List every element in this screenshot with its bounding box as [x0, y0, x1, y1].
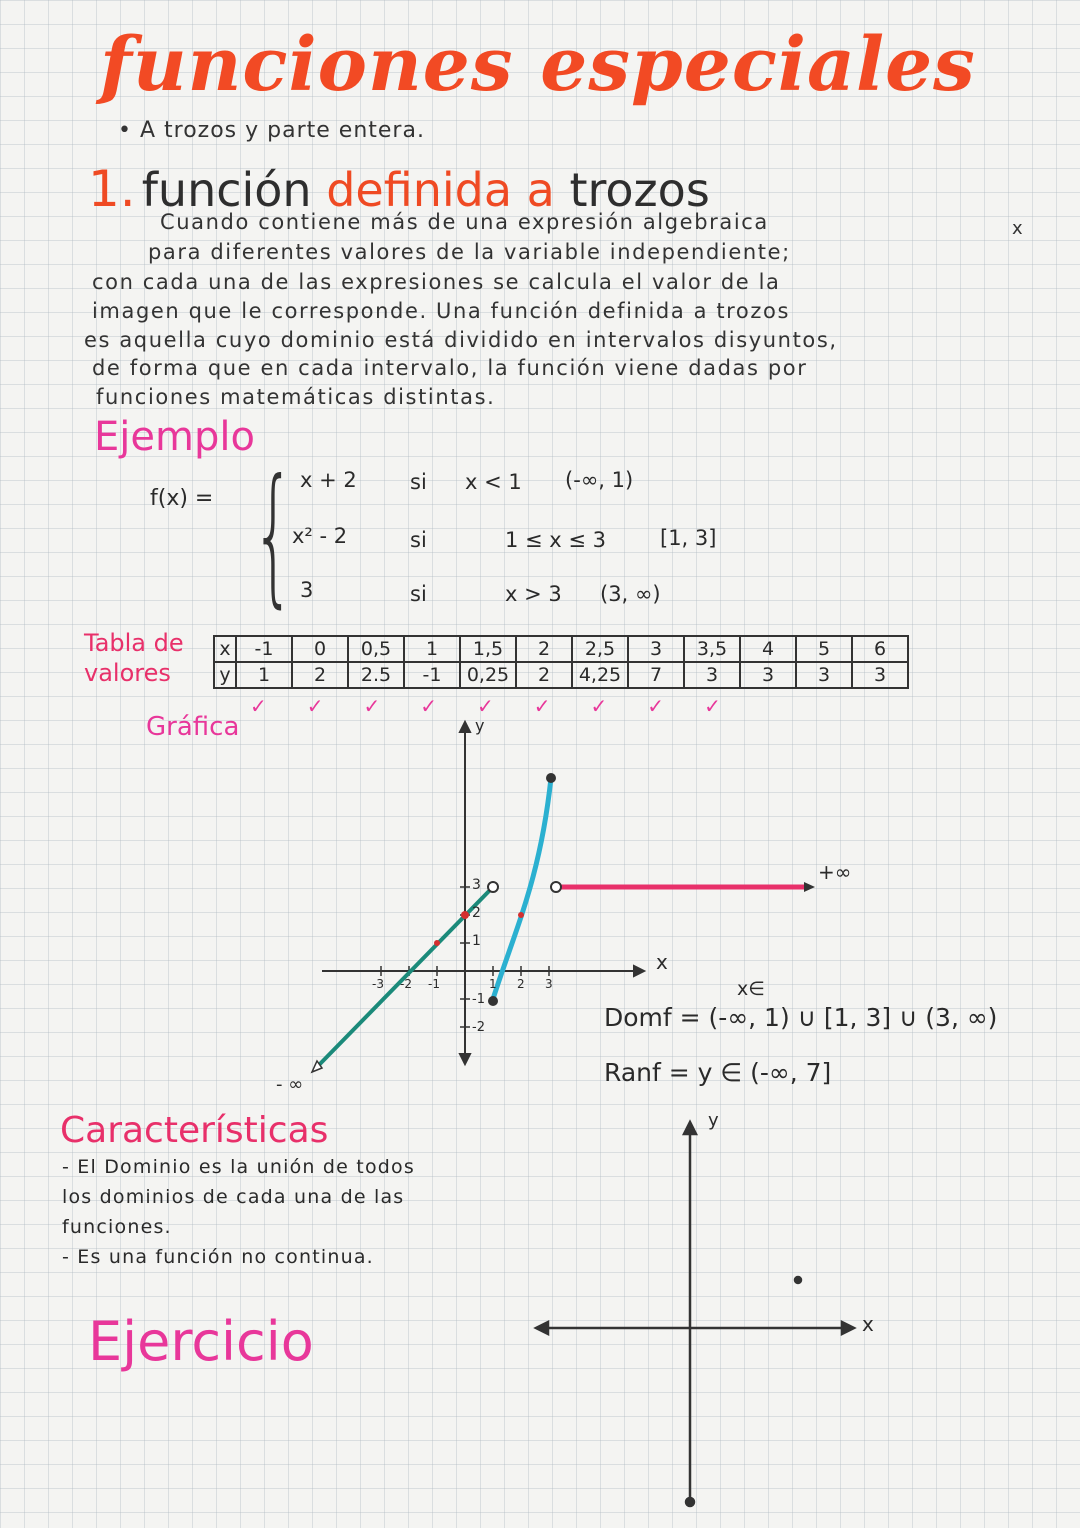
- table-cell: 0: [292, 636, 348, 662]
- piece-expr: x² - 2: [292, 524, 348, 548]
- piecewise-brace: {: [252, 448, 295, 622]
- y-tick-label: 2: [472, 905, 481, 921]
- table-cell: 4,25: [572, 662, 628, 688]
- exercise-heading: Ejercicio: [88, 1310, 314, 1373]
- table-header-y: y: [214, 662, 236, 688]
- y-tick-label: -1: [472, 992, 485, 1007]
- table-header-x: x: [214, 636, 236, 662]
- margin-note: x: [1012, 218, 1025, 239]
- piece-si: si: [410, 528, 427, 552]
- table-label: Tabla de valores: [84, 629, 184, 687]
- table-cell: 2: [292, 662, 348, 688]
- table-cell: 1: [404, 636, 460, 662]
- x-axis-right-arrow-icon: [842, 1322, 854, 1334]
- y-tick-label: 3: [472, 877, 481, 893]
- feature-item: - El Dominio es la unión de todos los dominios de cada una de las funciones.: [62, 1156, 415, 1238]
- paragraph-line: es aquella cuyo dominio está dividido en intervalos disyuntos,: [84, 328, 838, 352]
- exercise-x-label: x: [862, 1312, 874, 1336]
- table-cell: 2.5: [348, 662, 404, 688]
- x-tick-label: 2: [517, 977, 525, 991]
- graph-y-label: y: [475, 716, 485, 735]
- graph-heading: Gráfica: [146, 712, 240, 742]
- page-title: funciones especiales: [100, 22, 976, 108]
- dot: [795, 1277, 801, 1283]
- section-suffix: trozos: [554, 163, 710, 217]
- function-label: f(x) =: [150, 486, 214, 511]
- subtitle: • A trozos y parte entera.: [118, 118, 425, 143]
- paragraph-line: imagen que le corresponde. Una función definida a trozos: [92, 299, 790, 323]
- x-tick-label: -3: [372, 977, 384, 991]
- section-highlight: definida a: [326, 163, 555, 217]
- piece-cond: x > 3: [505, 582, 562, 606]
- x-tick-label: -1: [428, 977, 440, 991]
- piece-expr: 3: [300, 578, 314, 602]
- paragraph-line: con cada una de las expresiones se calcula el valor de la: [92, 270, 781, 294]
- paragraph-line: para diferentes valores de la variable independiente;: [148, 240, 791, 264]
- table-cell: -1: [236, 636, 292, 662]
- table-cell: 3: [796, 662, 852, 688]
- table-cell: 3: [852, 662, 908, 688]
- domain-text: Domf = (-∞, 1) ∪ [1, 3] ∪ (3, ∞): [604, 1003, 998, 1032]
- table-cell: 3: [628, 636, 684, 662]
- minus-infinity-label: - ∞: [276, 1074, 304, 1095]
- piece-si: si: [410, 470, 427, 494]
- table-cell: 3: [740, 662, 796, 688]
- x-axis-left-arrow-icon: [536, 1322, 548, 1334]
- table-cell: 6: [852, 636, 908, 662]
- x-tick-label: 1: [489, 977, 497, 991]
- table-cell: 7: [628, 662, 684, 688]
- exercise-y-label: y: [708, 1110, 719, 1131]
- table-cell: 3,5: [684, 636, 740, 662]
- table-cell: 1,5: [460, 636, 516, 662]
- example-heading: Ejemplo: [94, 414, 255, 460]
- table-cell: 1: [236, 662, 292, 688]
- x-tick-label: -2: [400, 977, 412, 991]
- piece-cond: 1 ≤ x ≤ 3: [505, 528, 607, 552]
- table-cell: 0,25: [460, 662, 516, 688]
- x-belongs-label: x∈: [737, 978, 765, 1000]
- piece-interval: (-∞, 1): [565, 468, 634, 492]
- paragraph-line: Cuando contiene más de una expresión algebraica: [160, 210, 769, 234]
- x-tick-label: 3: [545, 977, 553, 991]
- table-cell: 2: [516, 636, 572, 662]
- y-tick-label: 1: [472, 933, 481, 949]
- table-cell: 2,5: [572, 636, 628, 662]
- section-number: 1.: [88, 160, 136, 218]
- range-text: Ranf = y ∈ (-∞, 7]: [604, 1058, 832, 1087]
- piece-interval: (3, ∞): [600, 582, 661, 606]
- piece-interval: [1, 3]: [660, 526, 717, 550]
- feature-item: - Es una función no continua.: [62, 1246, 374, 1268]
- check-marks: ✓✓✓✓✓✓✓✓✓: [250, 694, 761, 718]
- table-cell: 5: [796, 636, 852, 662]
- piece-cond: x < 1: [465, 470, 522, 494]
- table-cell: 4: [740, 636, 796, 662]
- section-prefix: función: [141, 163, 327, 217]
- axis-end-point: [686, 1498, 694, 1506]
- piece-expr: x + 2: [300, 468, 357, 492]
- table-cell: 2: [516, 662, 572, 688]
- plus-infinity-label: +∞: [818, 860, 852, 884]
- y-axis-arrow-icon: [684, 1122, 696, 1134]
- piece-si: si: [410, 582, 427, 606]
- graph-x-label: x: [656, 950, 668, 974]
- table-cell: 3: [684, 662, 740, 688]
- paragraph-line: funciones matemáticas distintas.: [96, 385, 496, 409]
- y-tick-label: -2: [472, 1020, 485, 1035]
- table-cell: 0,5: [348, 636, 404, 662]
- paragraph-line: de forma que en cada intervalo, la función viene dadas por: [92, 356, 808, 380]
- table-cell: -1: [404, 662, 460, 688]
- features-heading: Características: [60, 1110, 329, 1151]
